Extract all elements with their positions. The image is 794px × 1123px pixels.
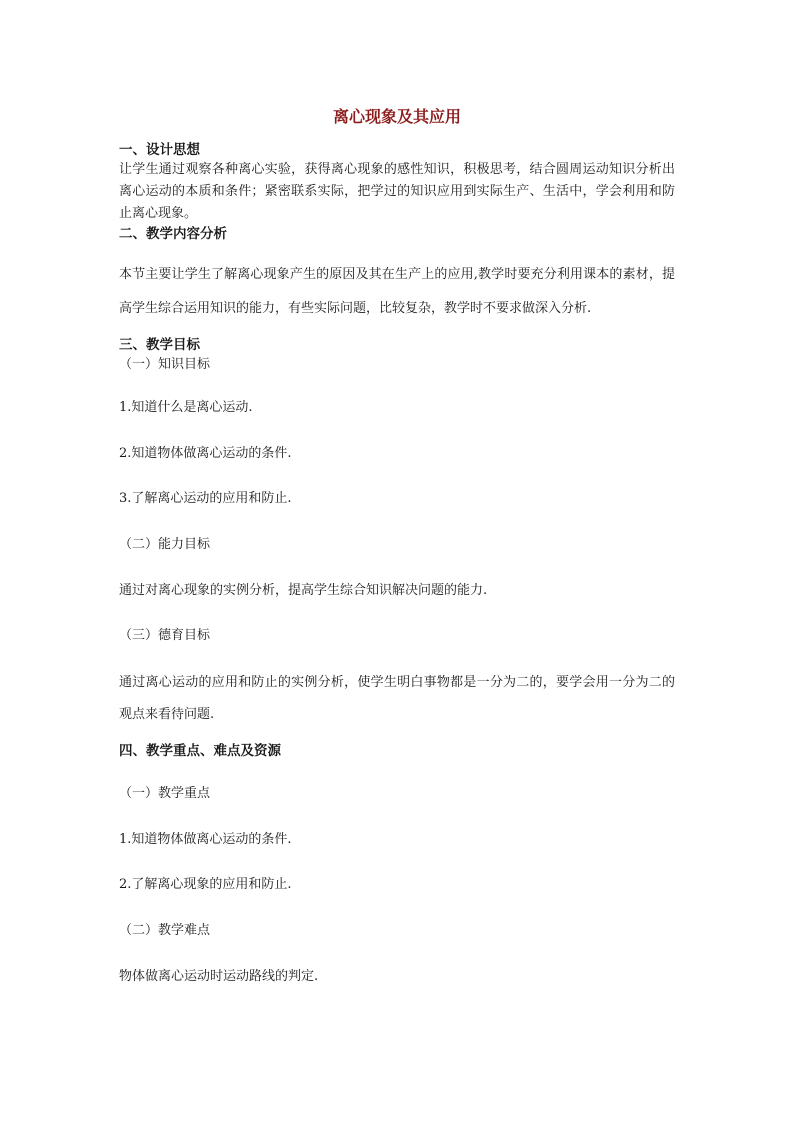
section-2-heading: 二、教学内容分析	[119, 226, 227, 242]
section-3-sub-knowledge: （一）知识目标	[119, 357, 211, 372]
section-4-heading: 四、教学重点、难点及资源	[119, 743, 281, 759]
section-4-item-2: 2.了解离心现象的应用和防止.	[119, 877, 292, 892]
section-3-item-2: 2.知道物体做离心运动的条件.	[119, 446, 292, 461]
section-4-difficulty-body: 物体做离心运动时运动路线的判定.	[119, 969, 319, 984]
section-1-body: 让学生通过观察各种离心实验，获得离心现象的感性知识，积极思考，结合圆周运动知识分析出离心运动的本质和条件；紧密联系实际，把学过的知识应用到实际生产、生活中，学会利用和防止离心现象。	[119, 162, 675, 221]
section-3-item-1: 1.知道什么是离心运动.	[119, 400, 253, 415]
document-title: 离心现象及其应用	[332, 107, 461, 126]
section-4-sub-difficulty: （二）教学难点	[119, 923, 211, 938]
section-2-body: 本节主要让学生了解离心现象产生的原因及其在生产上的应用,教学时要充分利用课本的素材，提高学生综合运用知识的能力，有些实际问题，比较复杂，教学时不要求做深入分析.	[119, 267, 675, 316]
section-3-item-3: 3.了解离心运动的应用和防止.	[119, 491, 292, 506]
section-3-ability-body: 通过对离心现象的实例分析，提高学生综合知识解决问题的能力.	[119, 583, 488, 598]
section-3-sub-ability: （二）能力目标	[119, 537, 211, 552]
section-3-moral-body: 通过离心运动的应用和防止的实例分析，使学生明白事物都是一分为二的，要学会用一分为二的观点来看待问题.	[119, 675, 675, 722]
section-1-heading: 一、设计思想	[119, 142, 200, 158]
section-4-item-1: 1.知道物体做离心运动的条件.	[119, 832, 292, 847]
section-3-sub-moral: （三）德育目标	[119, 628, 211, 643]
section-3-heading: 三、教学目标	[119, 337, 200, 353]
section-4-sub-key: （一）教学重点	[119, 786, 211, 801]
